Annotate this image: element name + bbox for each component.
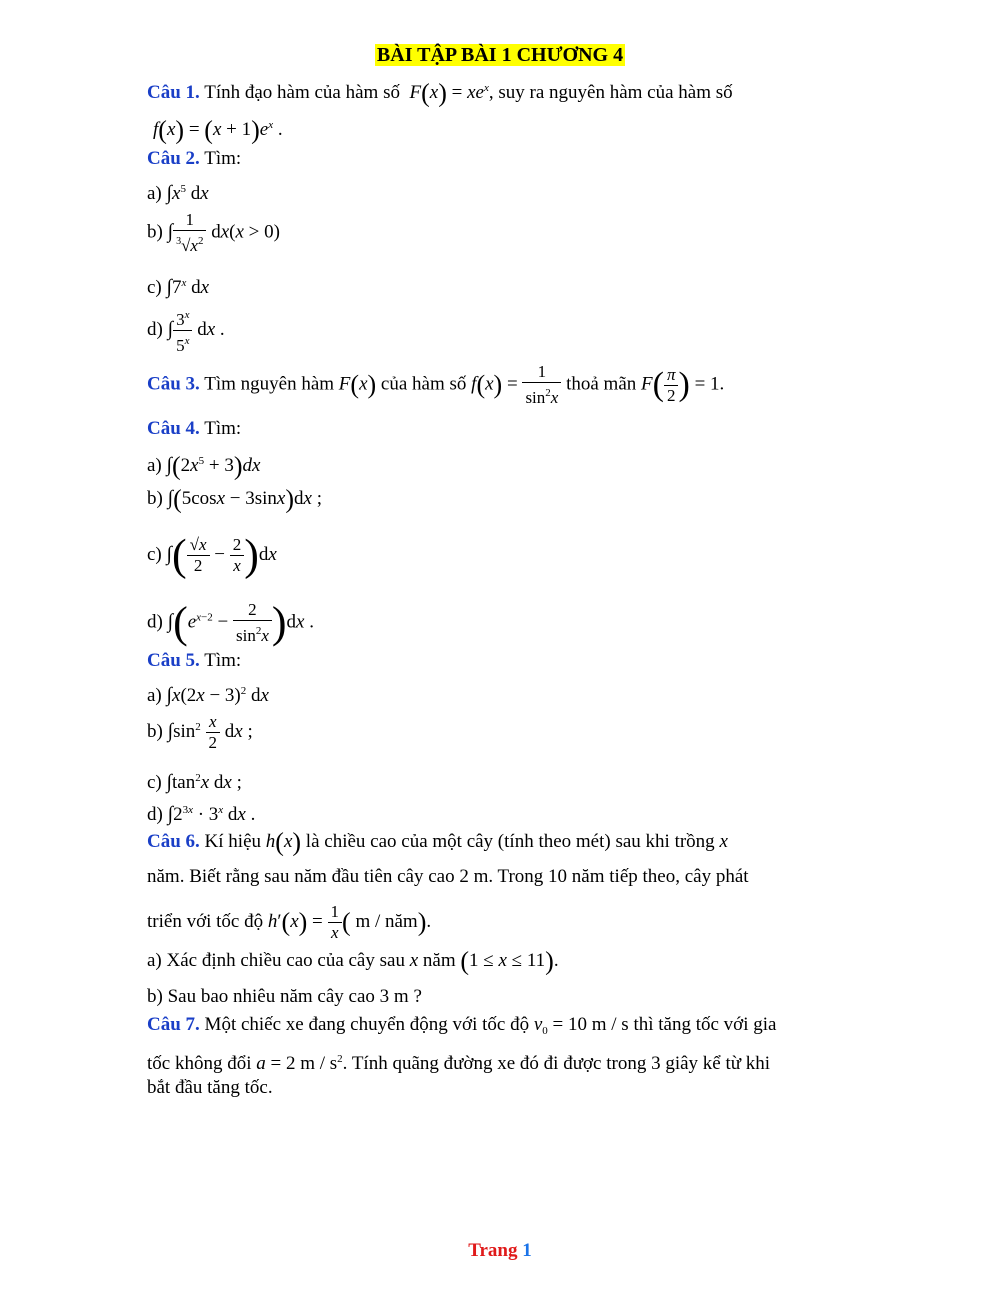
question-6: Câu 6. Kí hiệu h(x) là chiều cao của một cây (tính theo mét) sau khi trồng x — [147, 827, 728, 857]
q4-item-d: d) $\int(e^{x-2}$ − $\frac{2}{\sin^2x}$ )dx . — [147, 598, 314, 647]
q5-item-d: d) $\int 2^{3x} \cdot 3^x$ dx . — [147, 803, 256, 825]
question-5: Câu 5. Tìm: — [147, 650, 242, 671]
q2-item-a: a) $\int x^5$ dx — [147, 182, 209, 204]
question-7-line-3: bắt đầu tăng tốc. — [147, 1077, 273, 1098]
q4-item-a: a) $\int(2x^5 + 3)dx$ — [147, 451, 261, 481]
page-title: BÀI TẬP BÀI 1 CHƯƠNG 4 — [376, 44, 624, 66]
question-3: Câu 3. Tìm nguyên hàm F(x) của hàm số f(x) = $\frac{1}{\sin^2x}$ thoả mãn F( $\frac{\pi}{2}$ ) = 1. — [147, 362, 725, 407]
question-6-line-2: năm. Biết rằng sau năm đầu tiên cây cao 2 m. Trong 10 năm tiếp theo, cây phát — [147, 866, 749, 887]
q4-item-b: b) ∫(5cosx − 3sinx)dx ; — [147, 484, 322, 514]
q5-item-a: a) $\int x(2x - 3)^2$ dx — [147, 684, 269, 706]
page-footer — [0, 1240, 1000, 1262]
question-7: Câu 7. Một chiếc xe đang chuyển động với tốc độ $v_0 = 10$ m / s thì tăng tốc với gia — [147, 1014, 777, 1037]
question-4: Câu 4. Tìm: — [147, 418, 242, 439]
page-number: 1 — [522, 1240, 532, 1261]
q2-item-c: c) ∫7$^x$ dx — [147, 276, 210, 298]
q2-item-d: d) ∫ $\frac{3^x}{5^x}$ dx . — [147, 309, 225, 355]
question-6-line-3: triển với tốc độ h′(x) = $\frac{1}{x}$ ( m / năm). — [147, 902, 432, 942]
question-6-part-b: b) Sau bao nhiêu năm cây cao 3 m ? — [147, 986, 422, 1007]
q4-item-c: c) ∫( $\frac{√x}{2}$ − $\frac{2}{x}$ )dx — [147, 530, 277, 580]
question-6-part-a: a) Xác định chiều cao của cây sau x năm (1 ≤ x ≤ 11). — [147, 946, 559, 976]
footer-label: Trang — [468, 1240, 518, 1261]
question-2: Câu 2. Tìm: — [147, 148, 242, 169]
question-1: Câu 1. Tính đạo hàm của hàm số $F(x) = xe^x$, suy ra nguyên hàm của hàm số — [147, 78, 733, 108]
question-7-line-2: tốc không đổi a = 2 m / $s^2$. Tính quãng đường xe đó đi được trong 3 giây kể từ khi — [147, 1053, 771, 1074]
q2-item-b: b) ∫ $\frac{1}{^3√x^2}$ dx(x > 0) — [147, 210, 280, 255]
q5-item-b: b) $\int\sin^2$ $\frac{x}{2}$ dx ; — [147, 712, 253, 752]
question-1-function: $f(x) = (x + 1)e^x$ . — [153, 115, 283, 145]
q5-item-c: c) $\int\tan^2x$ dx ; — [147, 771, 242, 793]
